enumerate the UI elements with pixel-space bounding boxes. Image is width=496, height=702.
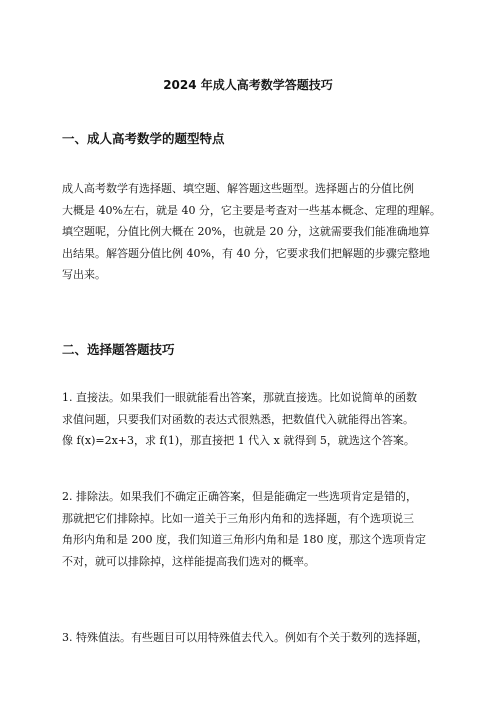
text-line: 出结果。解答题分值比例 40%，有 40 分，它要求我们把解题的步骤完整地 <box>62 246 430 260</box>
text-line: 角形内角和是 200 度，我们知道三角形内角和是 180 度，那这个选项肯定 <box>62 533 426 546</box>
section-1-paragraph <box>62 178 442 286</box>
text-line: 1. 直接法。如果我们一眼就能看出答案，那就直接选。比如说简单的函数 <box>62 391 417 404</box>
section-2-paragraph-3 <box>62 627 442 649</box>
section-1-heading: 一、成人高考数学的题型特点 <box>62 131 225 146</box>
text-line: 写出来。 <box>62 268 106 281</box>
section-2-paragraph-1 <box>62 387 442 452</box>
text-line: 成人高考数学有选择题、填空题、解答题这些题型。选择题占的分值比例 <box>62 182 414 195</box>
section-2-heading: 二、选择题答题技巧 <box>62 342 175 357</box>
text-line: 不对，就可以排除掉，这样能提高我们选对的概率。 <box>62 554 315 568</box>
text-line: 那就把它们排除掉。比如一道关于三角形内角和的选择题，有个选项说三 <box>62 511 414 525</box>
text-line: 求值问题，只要我们对函数的表达式很熟悉，把数值代入就能得出答案。 <box>62 412 414 426</box>
section-2-paragraph-2 <box>62 486 442 572</box>
text-line: 填空题呢，分值比例大概在 20%，也就是 20 分，这就需要我们能准确地算 <box>62 225 430 238</box>
text-line: 2. 排除法。如果我们不确定正确答案，但是能确定一些选项肯定是错的， <box>62 490 417 503</box>
text-line: 3. 特殊值法。有些题目可以用特殊值去代入。例如有个关于数列的选择题， <box>62 631 428 644</box>
text-line: 像 f(x)=2x+3，求 f(1)，那直接把 1 代入 x 就得到 5，就选这个答案。 <box>62 434 415 447</box>
text-line: 大概是 40%左右，就是 40 分，它主要是考查对一些基本概念、定理的理解。 <box>62 203 441 217</box>
document-title: 2024 年成人高考数学答题技巧 <box>163 78 333 92</box>
